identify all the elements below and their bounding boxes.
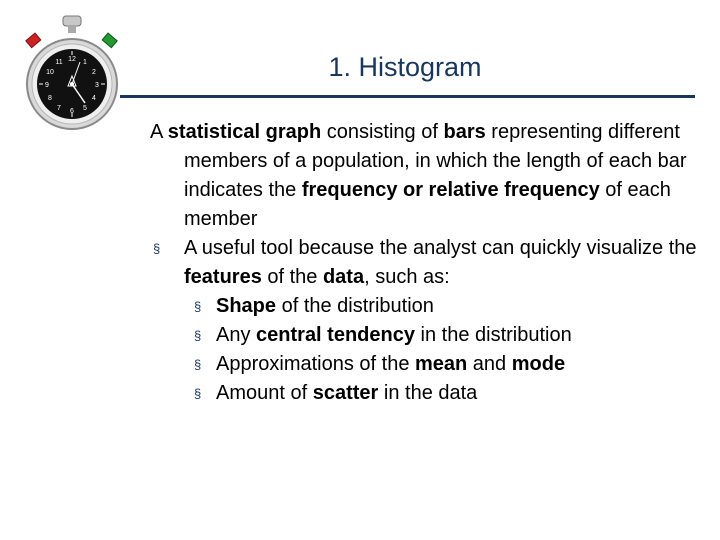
sub-bullet-item bbox=[150, 321, 710, 350]
dial-number: 10 bbox=[46, 69, 54, 76]
bullet-item bbox=[150, 234, 710, 292]
sub-bullet-item bbox=[150, 379, 710, 408]
text-run: of the bbox=[261, 266, 323, 288]
dial-number: 5 bbox=[83, 105, 87, 112]
bold-term: frequency or relative frequency bbox=[301, 179, 600, 201]
slide-body bbox=[150, 118, 710, 408]
text-run: and bbox=[467, 353, 512, 375]
bold-term: central tendency bbox=[256, 324, 415, 346]
text-run: Approximations of the bbox=[216, 353, 415, 375]
text-run: of the distribution bbox=[276, 295, 434, 317]
stopwatch-icon bbox=[22, 14, 122, 144]
dial-number: 7 bbox=[57, 105, 61, 112]
bullet-marker: § bbox=[153, 241, 161, 256]
bullet-marker: § bbox=[194, 357, 202, 372]
slide-title: 1. Histogram bbox=[328, 52, 482, 82]
bold-term: statistical graph bbox=[167, 121, 322, 143]
dial-number: 1 bbox=[83, 59, 87, 66]
text-run: , such as: bbox=[364, 266, 450, 288]
bold-term: mode bbox=[511, 353, 566, 375]
bullet-marker: § bbox=[194, 386, 202, 401]
text-run: A bbox=[150, 121, 168, 143]
bold-term: scatter bbox=[312, 382, 379, 404]
dial-number: 2 bbox=[92, 69, 96, 76]
dial-number: 3 bbox=[95, 82, 99, 89]
bullet-marker: § bbox=[194, 299, 202, 314]
bold-term: features bbox=[184, 266, 262, 288]
definition-paragraph bbox=[150, 118, 710, 234]
text-run: Any bbox=[216, 324, 257, 346]
bold-term: Shape bbox=[216, 295, 277, 317]
bold-term: bars bbox=[443, 121, 486, 143]
dial-number: 9 bbox=[45, 82, 49, 89]
dial-number: 8 bbox=[48, 95, 52, 102]
text-run: Amount of bbox=[216, 382, 313, 404]
dial-number: 11 bbox=[55, 59, 63, 66]
text-run: in the data bbox=[378, 382, 478, 404]
text-run: representing different members of a population, in which the length of each bar indicates the bbox=[184, 121, 687, 201]
dial-number: 4 bbox=[92, 95, 96, 102]
text-run: of each member bbox=[184, 179, 671, 230]
sub-bullet-item bbox=[150, 350, 710, 379]
text-run: A useful tool because the analyst can quickly visualize the bbox=[184, 237, 697, 259]
text-run: in the distribution bbox=[414, 324, 572, 346]
bold-term: mean bbox=[415, 353, 468, 375]
dial-number: 6 bbox=[70, 108, 74, 115]
dial-number: 12 bbox=[68, 56, 76, 63]
bullet-marker: § bbox=[194, 328, 202, 343]
sub-bullet-item bbox=[150, 292, 710, 321]
title-divider bbox=[120, 95, 695, 98]
text-run: consisting of bbox=[321, 121, 444, 143]
bold-term: data bbox=[322, 266, 365, 288]
